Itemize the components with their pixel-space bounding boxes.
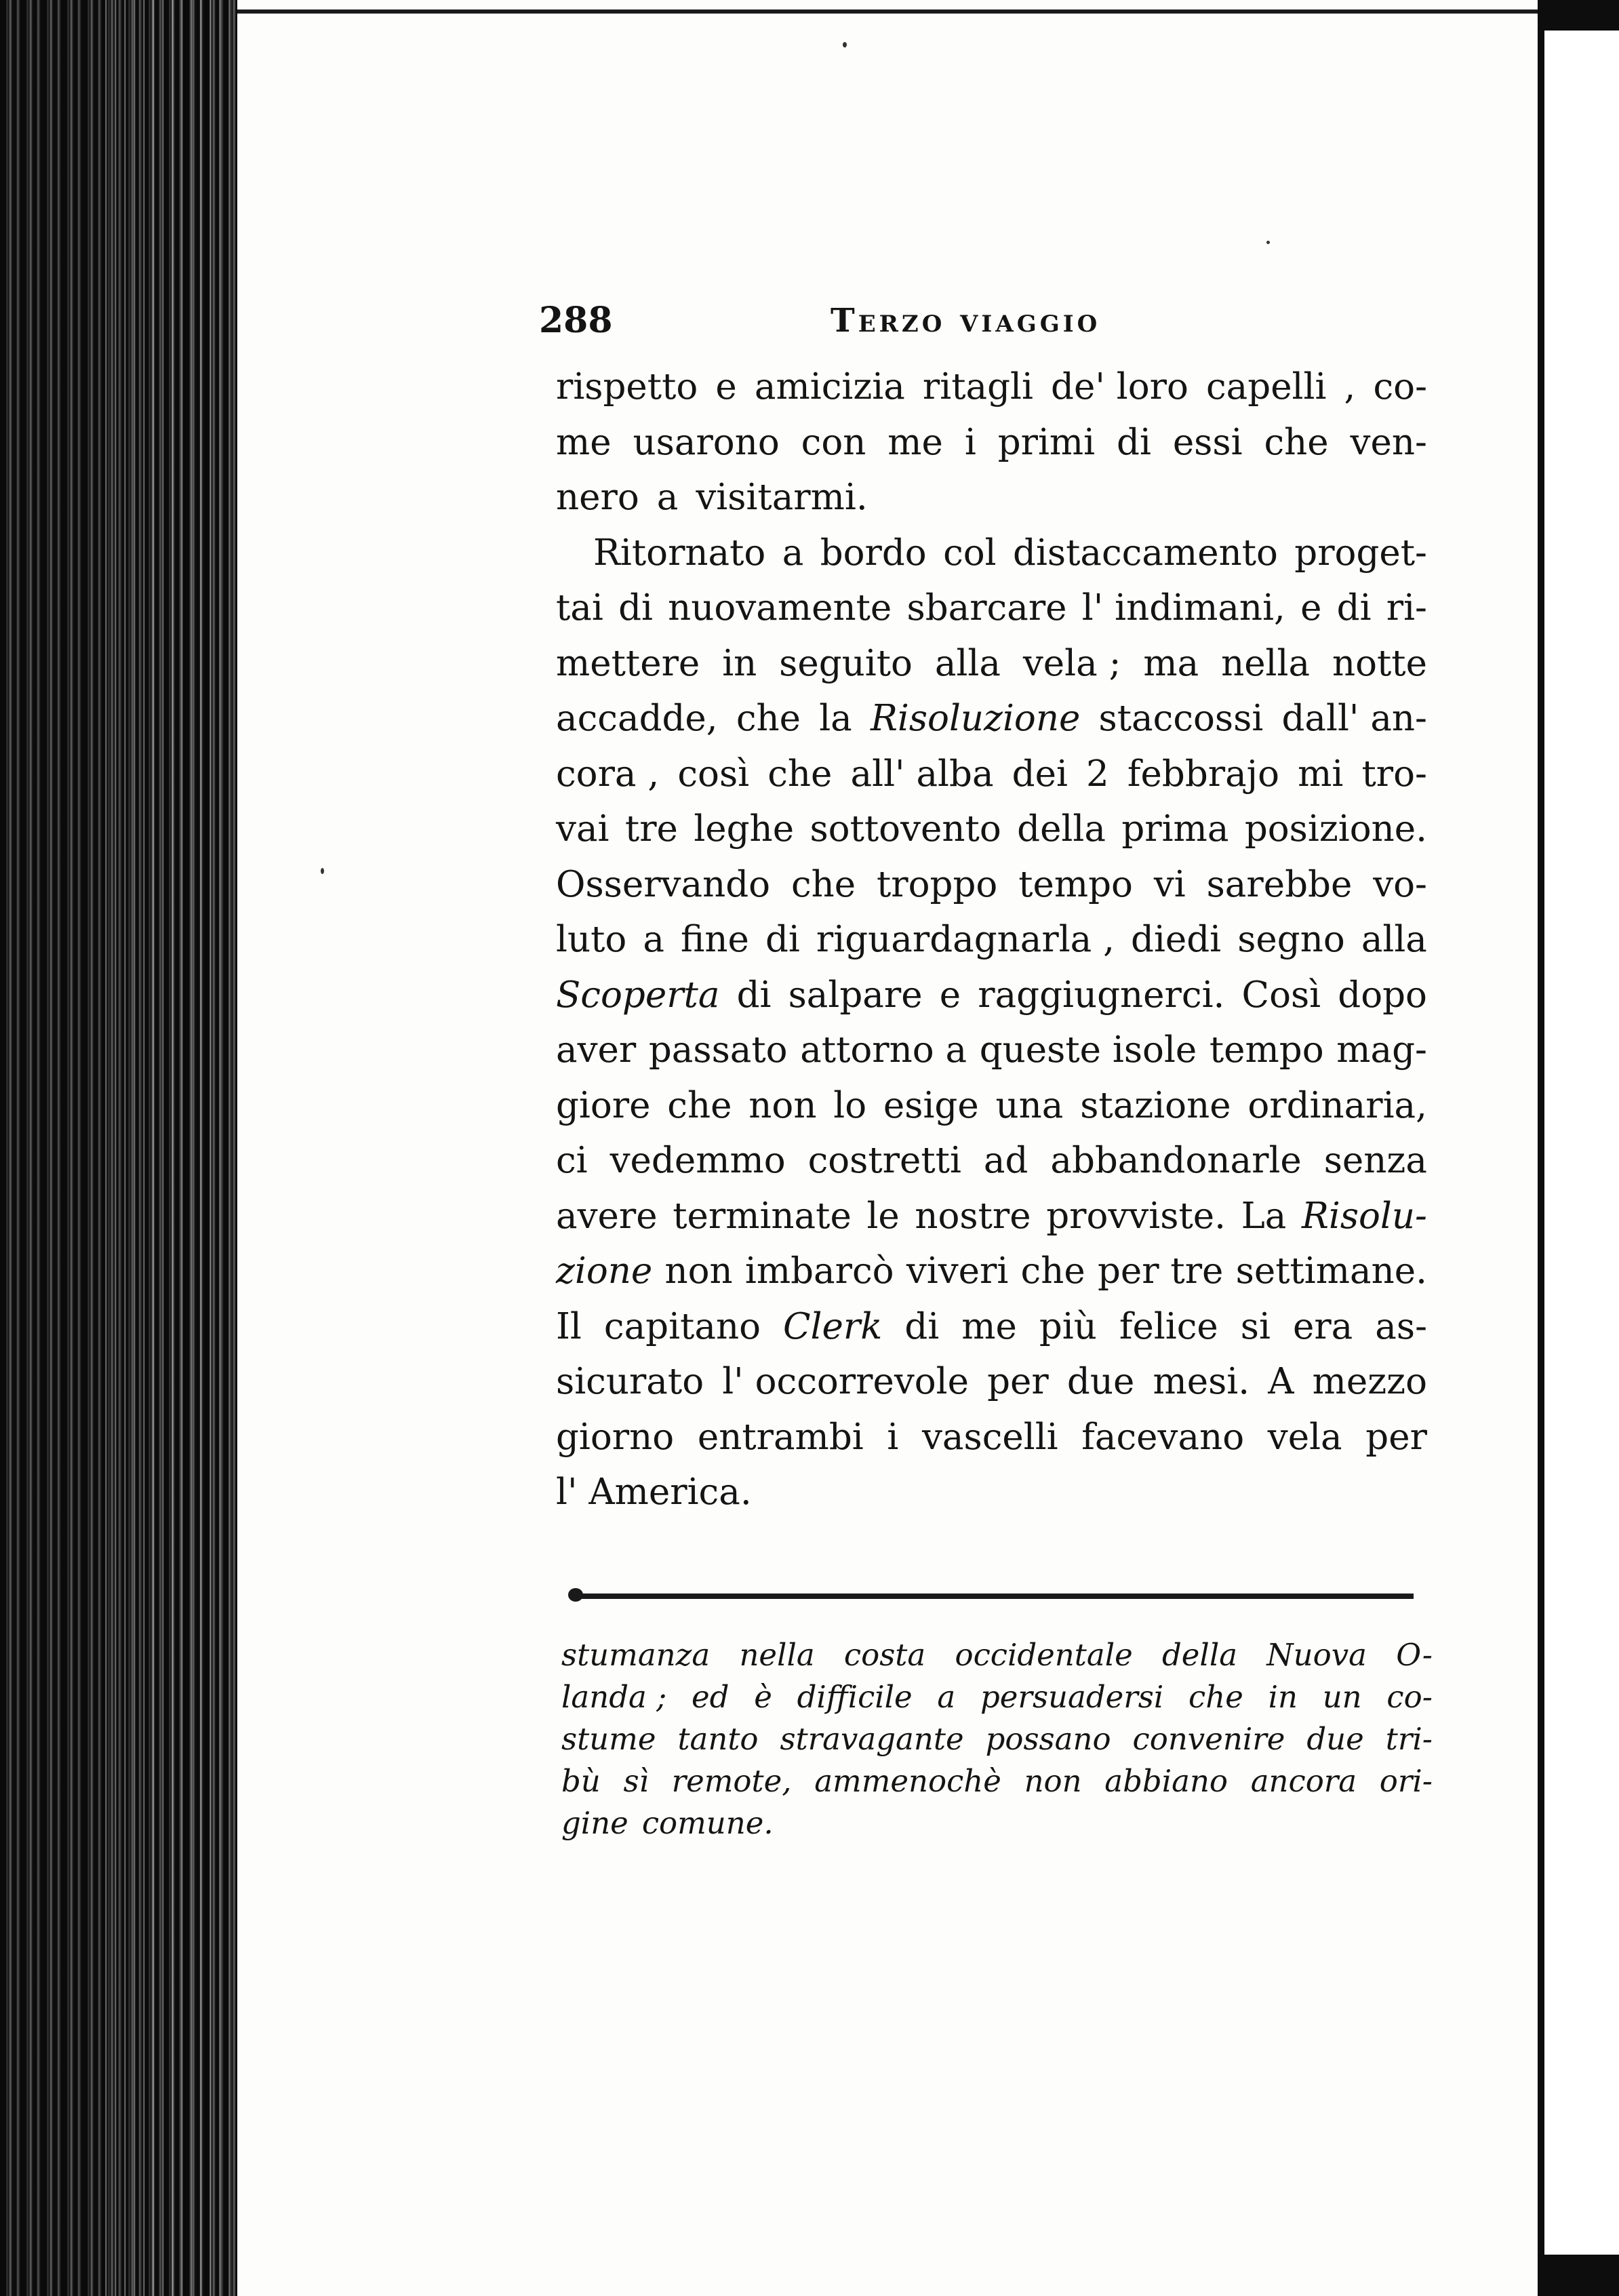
word: Osservando — [556, 863, 771, 905]
word: passato — [648, 1029, 788, 1071]
word: , — [1344, 366, 1356, 408]
footnote-word: persuadersi — [980, 1679, 1164, 1715]
word: giore — [556, 1084, 651, 1126]
footnote-word: in — [1268, 1679, 1298, 1715]
word: dei — [1012, 753, 1068, 795]
word: imbarcò — [744, 1250, 894, 1292]
footnote-word: Nuova — [1266, 1637, 1367, 1673]
word: de' loro — [1051, 366, 1188, 408]
word: e — [939, 974, 961, 1016]
word: notte — [1332, 642, 1427, 684]
word: attorno a — [800, 1029, 967, 1071]
word: La — [1241, 1195, 1287, 1237]
word: proget- — [1294, 532, 1427, 574]
word: vascelli — [921, 1416, 1058, 1458]
word: visitarmi. — [696, 477, 868, 518]
word: avere — [556, 1195, 658, 1237]
footnote-word: costa — [843, 1637, 926, 1673]
word: stazione — [1080, 1084, 1231, 1126]
word: Clerk — [783, 1305, 883, 1347]
text-line — [556, 1465, 1427, 1520]
footnote-line — [561, 1676, 1433, 1718]
word: mesi. — [1153, 1361, 1250, 1402]
word: a — [782, 532, 804, 574]
word: sbarcare — [906, 587, 1067, 629]
word: segno — [1237, 919, 1345, 960]
text-line — [556, 359, 1427, 415]
word: raggiugnerci. — [978, 974, 1225, 1016]
text-line — [556, 1410, 1427, 1465]
word: leghe — [694, 808, 795, 850]
word: aver — [556, 1029, 637, 1071]
word: si — [1240, 1305, 1271, 1347]
word: di — [618, 587, 653, 629]
word: capitano — [603, 1305, 761, 1347]
text-line — [556, 857, 1427, 913]
footnote-word: O- — [1396, 1637, 1433, 1673]
word: distaccamento — [1013, 532, 1278, 574]
word: provviste. — [1046, 1195, 1226, 1237]
word: dall' an- — [1281, 698, 1427, 739]
text-line — [556, 636, 1427, 692]
word: costretti — [807, 1140, 961, 1181]
footnote-word: due — [1306, 1721, 1364, 1757]
footnote-word: bù — [561, 1763, 601, 1799]
word: in — [722, 642, 757, 684]
word: me — [556, 421, 612, 463]
word: Ritornato — [593, 532, 766, 574]
text-line — [556, 470, 1427, 526]
word: capelli — [1205, 366, 1327, 408]
word: ordinaria, — [1247, 1084, 1427, 1126]
word: tempo — [1209, 1029, 1324, 1071]
footnote-word: landa ; — [561, 1679, 667, 1715]
word: dopo — [1338, 974, 1427, 1016]
word: tre — [624, 808, 678, 850]
word: per — [987, 1361, 1049, 1402]
ink-speck — [1266, 241, 1270, 244]
word: alla — [1361, 919, 1427, 960]
text-line — [556, 691, 1427, 747]
word: Così — [1241, 974, 1321, 1016]
footnote-line — [561, 1634, 1433, 1676]
footnote-word: stume — [561, 1721, 656, 1757]
footnote-word: remote, — [671, 1763, 792, 1799]
word: accadde, — [556, 698, 718, 739]
word: di — [1117, 421, 1151, 463]
word: mi — [1298, 753, 1344, 795]
word: me — [961, 1305, 1017, 1347]
word: nella — [1221, 642, 1311, 684]
word: Risoluzione — [871, 698, 1081, 739]
word: sottovento — [810, 808, 1001, 850]
word: nuovamente — [668, 587, 892, 629]
word: essi — [1172, 421, 1243, 463]
ink-speck — [321, 868, 324, 874]
word: vedemmo — [609, 1140, 786, 1181]
word: Risolu- — [1301, 1195, 1427, 1237]
footnote-word: possano — [985, 1721, 1111, 1757]
page-header — [539, 297, 1431, 344]
footnote-word: stravagante — [780, 1721, 964, 1757]
word: per — [1365, 1416, 1427, 1458]
word: la — [819, 698, 852, 739]
word: rispetto — [556, 366, 698, 408]
word: era — [1292, 1305, 1353, 1347]
running-title: Terzo viaggio — [831, 302, 1101, 340]
footnote-word: tri- — [1385, 1721, 1433, 1757]
word: che — [736, 698, 801, 739]
word: ci — [556, 1140, 588, 1181]
word: mezzo — [1312, 1361, 1427, 1402]
word: l' indimani, — [1081, 587, 1285, 629]
text-line — [556, 1244, 1427, 1299]
word: luto — [556, 919, 627, 960]
word: viveri — [906, 1250, 1009, 1292]
text-line — [556, 1299, 1427, 1355]
word: i — [964, 421, 976, 463]
word: e — [1300, 587, 1322, 629]
footnote-word: nella — [739, 1637, 815, 1673]
word: settimane. — [1235, 1250, 1427, 1292]
word: cora , — [556, 753, 660, 795]
word: più — [1039, 1305, 1097, 1347]
word: vela — [1267, 1416, 1342, 1458]
word: sarebbe — [1206, 863, 1353, 905]
word: Scoperta — [556, 974, 720, 1016]
word: nostre — [915, 1195, 1031, 1237]
footnote — [561, 1634, 1433, 1844]
footnote-word: della — [1161, 1637, 1238, 1673]
word: l' occorrevole — [722, 1361, 969, 1402]
footnote-word: è — [754, 1679, 772, 1715]
text-line — [556, 747, 1427, 802]
word: Il — [556, 1305, 582, 1347]
word: salpare — [788, 974, 923, 1016]
word: sicurato — [556, 1361, 704, 1402]
footnote-word: ori- — [1379, 1763, 1433, 1799]
footnote-word: difficile — [797, 1679, 913, 1715]
word: entrambi — [697, 1416, 864, 1458]
word: le — [866, 1195, 900, 1237]
word: ma — [1143, 642, 1199, 684]
word: così — [677, 753, 750, 795]
word: l' America. — [556, 1471, 752, 1513]
word: alla — [934, 642, 1001, 684]
word: seguito — [779, 642, 913, 684]
footnote-word: un — [1322, 1679, 1362, 1715]
ink-speck — [843, 42, 847, 47]
word: con — [801, 421, 866, 463]
text-line — [556, 1078, 1427, 1134]
footnote-word: convenire — [1132, 1721, 1285, 1757]
word: non — [748, 1084, 817, 1126]
word: vi — [1153, 863, 1186, 905]
footnote-word: non — [1024, 1763, 1082, 1799]
word: 2 — [1086, 753, 1109, 795]
word: per tre — [1097, 1250, 1224, 1292]
word: non — [664, 1250, 733, 1292]
footnote-word: co- — [1386, 1679, 1433, 1715]
word: che — [791, 863, 856, 905]
word: me — [887, 421, 943, 463]
word: usarono — [633, 421, 780, 463]
word: di — [904, 1305, 940, 1347]
text-line — [556, 415, 1427, 471]
footnote-word: occidentale — [955, 1637, 1133, 1673]
word: A — [1268, 1361, 1294, 1402]
word: riguardagnarla , — [816, 919, 1115, 960]
word: di — [765, 919, 800, 960]
right-page-edge — [1538, 0, 1619, 2296]
footnote-word: stumanza — [561, 1637, 711, 1673]
footnote-line — [561, 1802, 1433, 1844]
footnote-word: ammenochè — [814, 1763, 1001, 1799]
word: terminate — [673, 1195, 852, 1237]
footnote-line — [561, 1718, 1433, 1760]
footnote-word: sì — [623, 1763, 649, 1799]
word: tempo — [1018, 863, 1133, 905]
word: tro- — [1361, 753, 1427, 795]
word: giorno — [556, 1416, 675, 1458]
word: una — [995, 1084, 1064, 1126]
body-text — [556, 359, 1427, 1520]
word: vai — [556, 808, 609, 850]
text-line — [556, 526, 1427, 581]
word: a — [656, 477, 679, 518]
word: lo — [833, 1084, 867, 1126]
footnote-line — [561, 1760, 1433, 1802]
word: esige — [883, 1084, 979, 1126]
word: febbrajo — [1127, 753, 1280, 795]
word: abbandonarle — [1050, 1140, 1302, 1181]
word: mettere — [556, 642, 700, 684]
text-line — [556, 912, 1427, 968]
word: facevano — [1081, 1416, 1245, 1458]
word: che — [767, 753, 833, 795]
page-number: 288 — [539, 300, 613, 341]
word: col — [943, 532, 997, 574]
word: zione — [556, 1250, 653, 1292]
word: all' alba — [850, 753, 994, 795]
word: di — [1336, 587, 1372, 629]
footnote-rule — [576, 1594, 1414, 1599]
text-line — [556, 1023, 1427, 1078]
word: vo- — [1373, 863, 1427, 905]
word: amicizia — [754, 366, 905, 408]
word: e — [715, 366, 737, 408]
footnote-word: gine — [561, 1805, 628, 1841]
word: i — [887, 1416, 899, 1458]
word: nero — [556, 477, 639, 518]
book-page-edges — [0, 0, 237, 2296]
footnote-word: tanto — [677, 1721, 759, 1757]
word: che — [667, 1084, 732, 1126]
text-line — [556, 1354, 1427, 1410]
footnote-word: a — [937, 1679, 956, 1715]
word: di — [736, 974, 772, 1016]
word: della — [1017, 808, 1106, 850]
text-line — [556, 1189, 1427, 1244]
word: mag- — [1336, 1029, 1427, 1071]
text-line — [556, 968, 1427, 1023]
word: due — [1066, 1361, 1135, 1402]
word: senza — [1323, 1140, 1427, 1181]
word: diedi — [1131, 919, 1222, 960]
word: ritagli — [922, 366, 1033, 408]
word: che — [1264, 421, 1329, 463]
text-line — [556, 801, 1427, 857]
word: troppo — [877, 863, 998, 905]
word: ri- — [1386, 587, 1427, 629]
footnote-word: abbiano — [1104, 1763, 1228, 1799]
footnote-word: comune. — [641, 1805, 774, 1841]
word: as- — [1375, 1305, 1427, 1347]
text-line — [556, 580, 1427, 636]
text-line — [556, 1133, 1427, 1189]
word: prima — [1121, 808, 1229, 850]
word: a — [643, 919, 664, 960]
word: bordo — [820, 532, 927, 574]
word: posizione. — [1244, 808, 1427, 850]
word: vela ; — [1022, 642, 1121, 684]
footnote-word: ancora — [1250, 1763, 1357, 1799]
footnote-word: che — [1188, 1679, 1243, 1715]
page-top-border — [237, 9, 1538, 14]
word: primi — [997, 421, 1096, 463]
word: fine — [681, 919, 749, 960]
word: che — [1020, 1250, 1085, 1292]
word: tai — [556, 587, 603, 629]
word: ad — [983, 1140, 1028, 1181]
word: ven- — [1350, 421, 1427, 463]
word: queste isole — [979, 1029, 1197, 1071]
footnote-word: ed — [692, 1679, 729, 1715]
word: staccossi — [1098, 698, 1264, 739]
word: felice — [1119, 1305, 1218, 1347]
word: co- — [1373, 366, 1427, 408]
